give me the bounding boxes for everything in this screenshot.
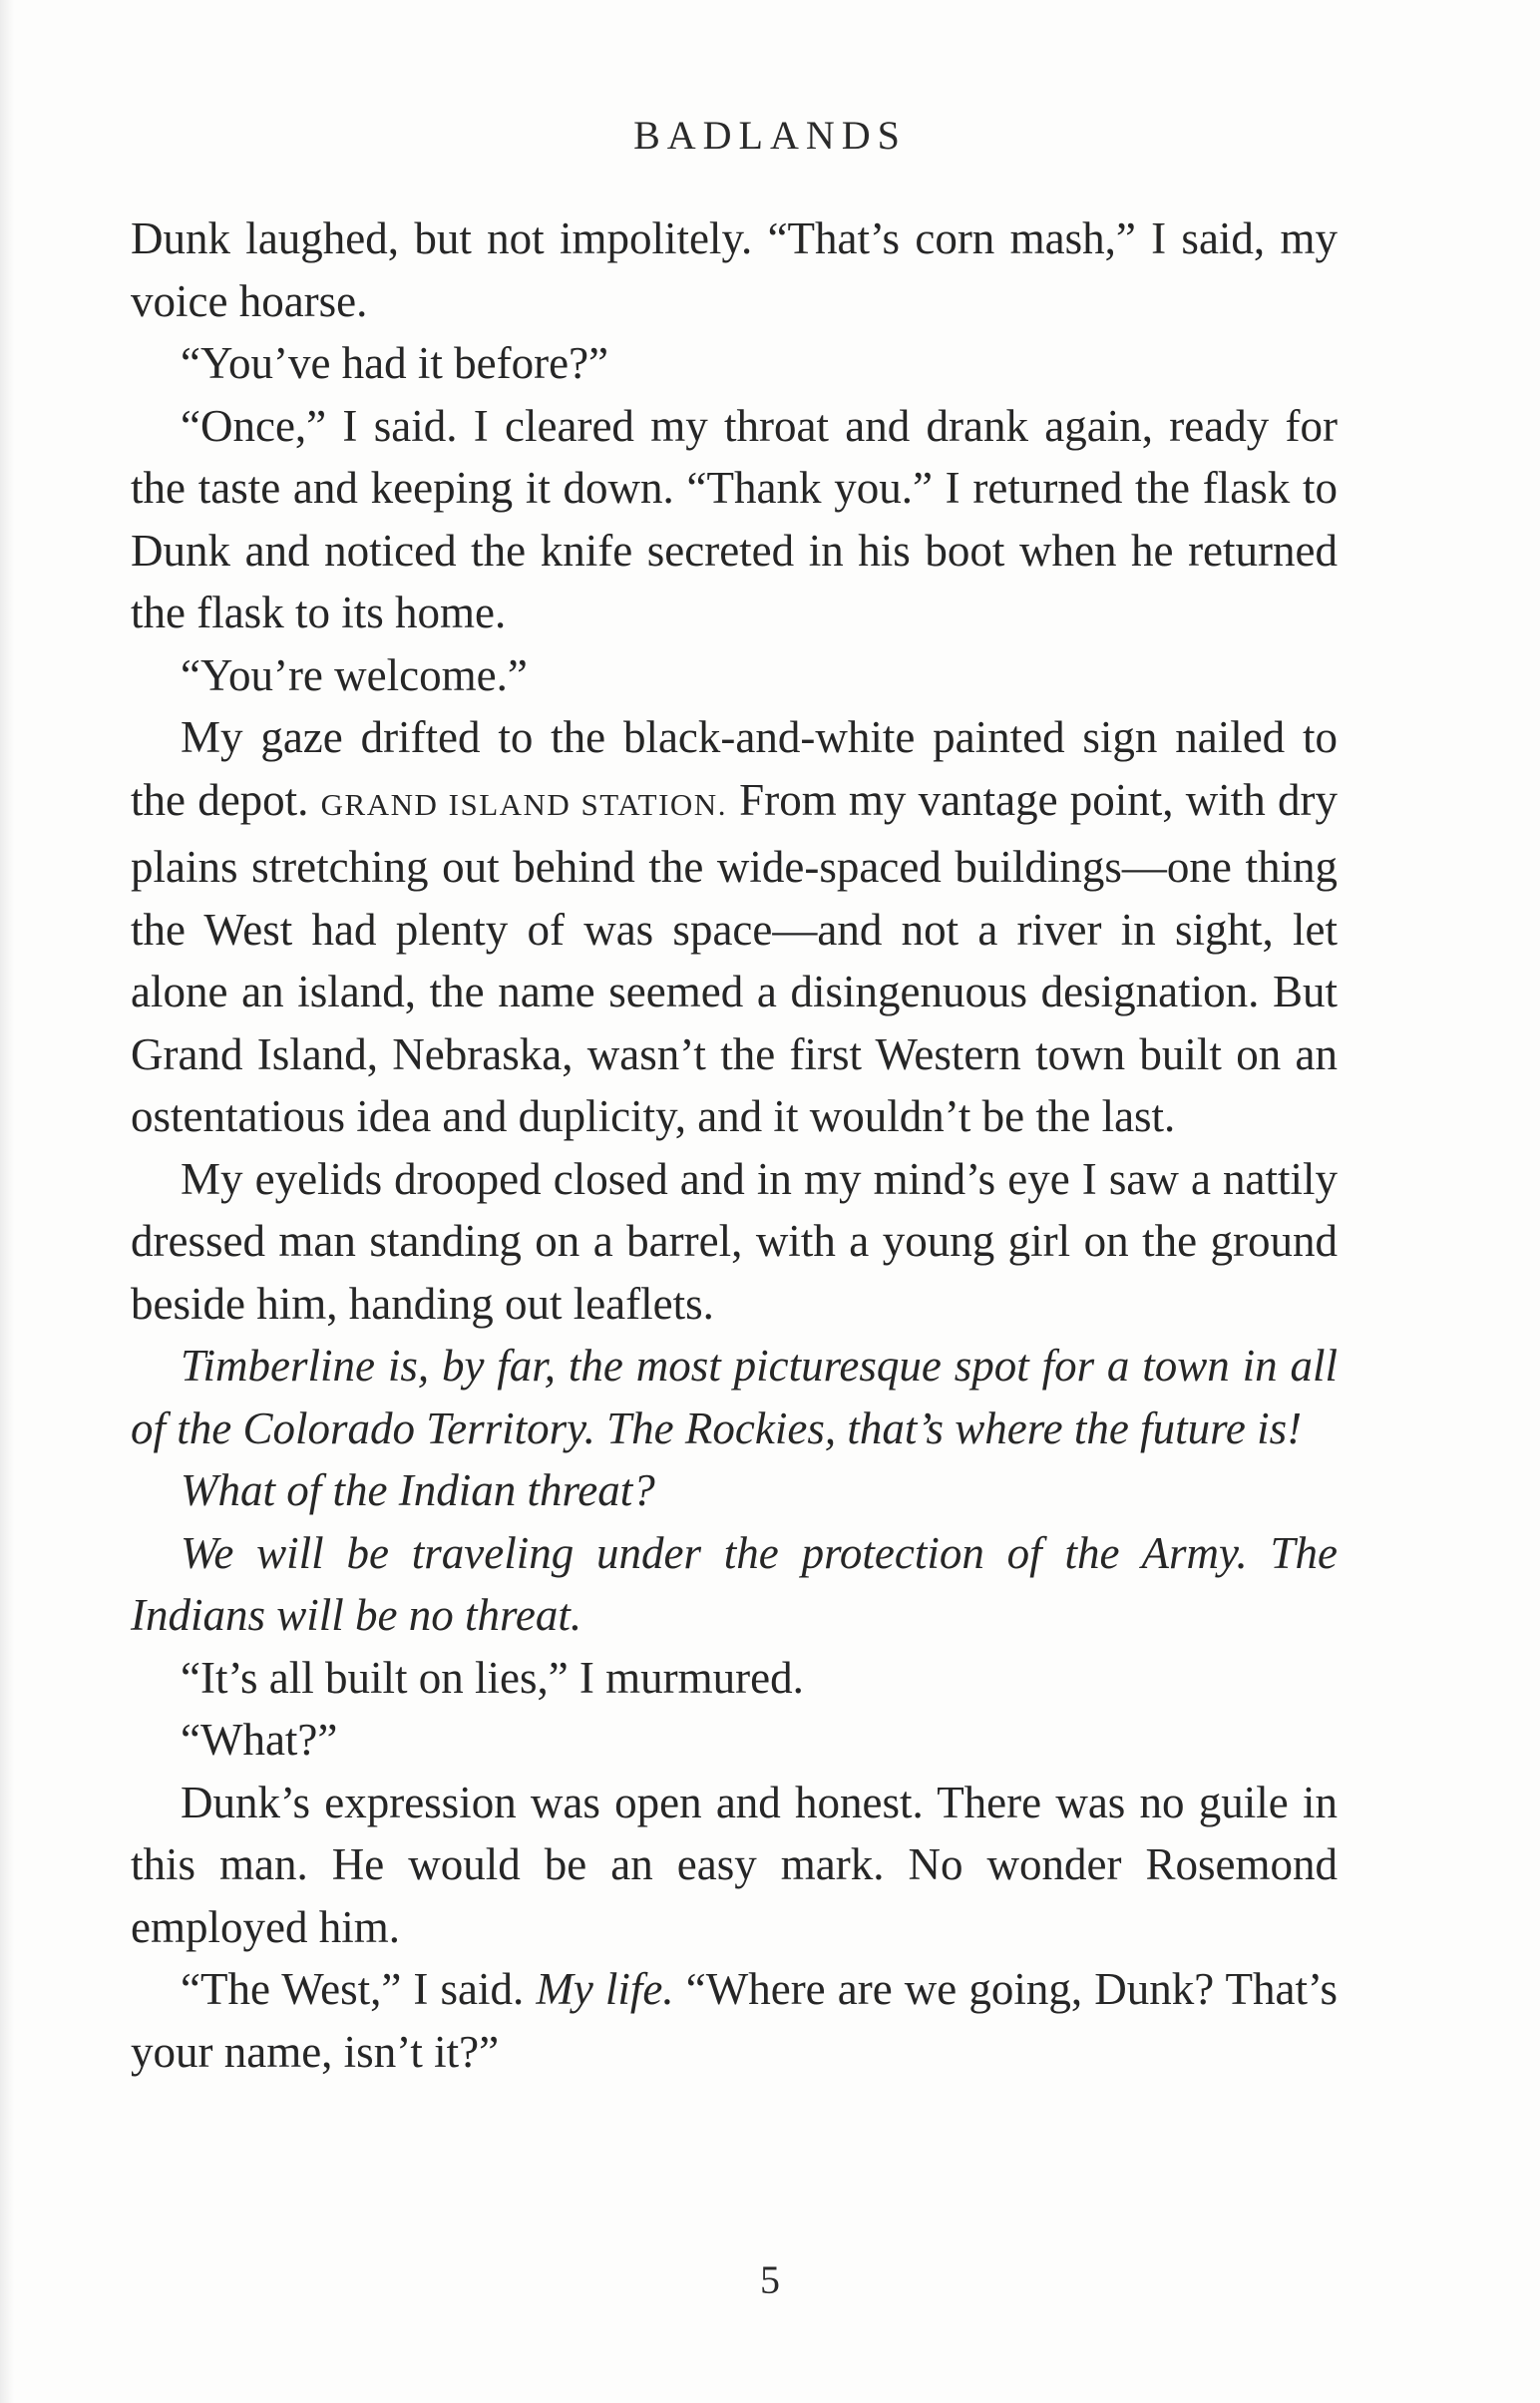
paragraph	[131, 1647, 1338, 1710]
paragraph	[131, 1958, 1338, 2083]
paragraph-text: What of the Indian threat?	[181, 1465, 655, 1515]
paragraph	[131, 395, 1338, 644]
body-text	[131, 207, 1338, 2083]
paragraph-text: “You’re welcome.”	[181, 649, 528, 700]
italic-paragraph	[131, 1522, 1338, 1647]
running-head: BADLANDS	[633, 113, 907, 158]
paragraph	[131, 332, 1338, 395]
paragraph-text: “It’s all built on lies,” I murmured.	[181, 1652, 804, 1703]
italic-paragraph	[131, 1459, 1338, 1522]
paragraph	[131, 1148, 1338, 1336]
paragraph-text: From my vantage point, with dry plains stretching out behind the wide-spaced buildings—one thing the West had plenty of was space—and not a river in sight, let alone an island, the name seemed a disingenuous designation. But Grand Island, Nebraska, wasn’t the first Western town built on an ostentatious idea and duplicity, and it wouldn’t be the last.	[131, 774, 1339, 1141]
paragraph-text: My eyelids drooped closed and in my mind’s eye I saw a nattily dressed man standing on a barrel, with a young girl on the ground beside him, handing out leaflets.	[131, 1153, 1338, 1329]
paragraph-text: My gaze drifted to the black-and-white painted sign nailed to the depot.	[131, 712, 1338, 825]
paragraph-text: We will be traveling under the protection of the Army. The Indians will be no threat.	[131, 1527, 1338, 1640]
paragraph-text: Timberline is, by far, the most picturesque spot for a town in all of the Colorado Territory. The Rockies, that’s where the future is!	[131, 1341, 1338, 1453]
paragraph-text: Dunk laughed, but not impolitely. “That’s corn mash,” I said, my voice hoarse.	[131, 213, 1338, 326]
paragraph-text: “The West,” I said.	[181, 1964, 537, 2014]
paragraph	[131, 1709, 1338, 1772]
paragraph	[131, 207, 1338, 332]
paragraph-text: “Where are we going, Dunk? That’s your name, isn’t it?”	[131, 1964, 1338, 2077]
paragraph	[131, 706, 1338, 1148]
italic-phrase: My life.	[536, 1964, 674, 2014]
paragraph-text: “Once,” I said. I cleared my throat and drank again, ready for the taste and keeping it down. “Thank you.” I returned the flask to Dunk and noticed the knife secreted in his boot when he returned the flask to its home.	[131, 400, 1338, 637]
paragraph-text: “You’ve had it before?”	[181, 338, 609, 388]
page-edge-shadow	[0, 0, 14, 2403]
paragraph	[131, 644, 1338, 707]
page-number: 5	[760, 2257, 780, 2302]
sign-text: GRAND ISLAND STATION.	[320, 786, 727, 822]
italic-paragraph	[131, 1335, 1338, 1459]
paragraph	[131, 1772, 1338, 1959]
paragraph-text: Dunk’s expression was open and honest. There was no guile in this man. He would be an easy mark. No wonder Rosemond employed him.	[131, 1777, 1338, 1952]
paragraph-text: “What?”	[181, 1715, 338, 1765]
